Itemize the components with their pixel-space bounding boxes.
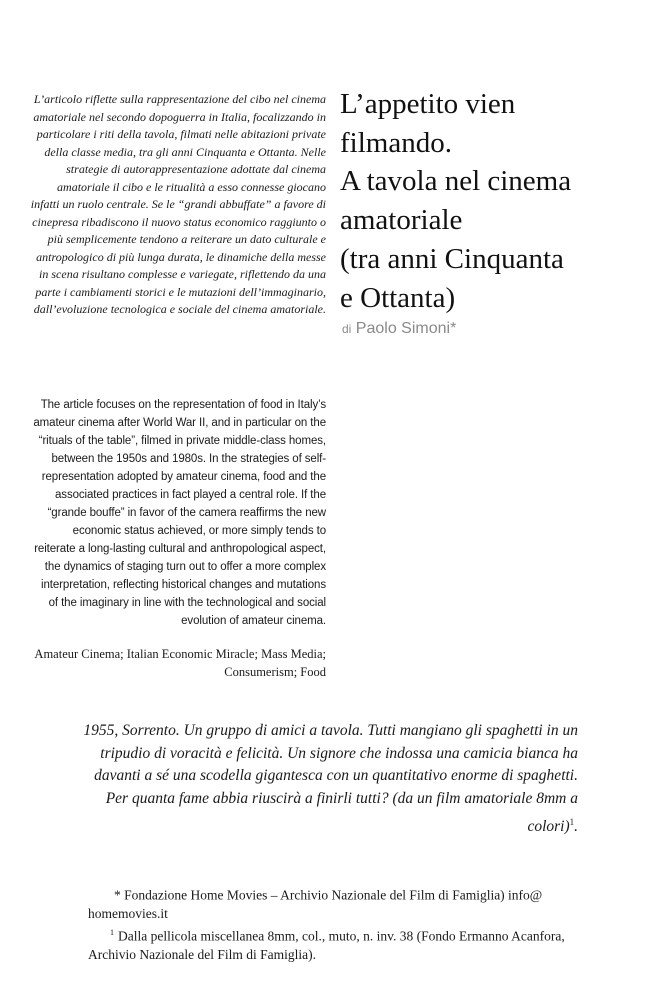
footnote-text: Dalla pellicola miscellanea 8mm, col., muto, n. inv. 38 (Fondo Ermanno Acanfora, Archivio Nazionale del Film di Famiglia). [88, 928, 565, 962]
author-byline [342, 320, 456, 338]
title-line: (tra anni Cinquanta [340, 242, 564, 275]
footnote-affiliation [88, 883, 578, 924]
footnotes [88, 883, 578, 964]
author-name: Paolo Simoni* [355, 320, 457, 337]
epigraph-text: 1955, Sorrento. Un gruppo di amici a tavola. Tutti mangiano gli spaghetti in un tripudio di voracità e felicità. Un signore che indossa una camicia bianca ha davanti a sé una scodella gigantesca con un quantitativo enorme di spaghetti. Per quanta fame abbia riuscirà a finirli tutti? (da un film amatoriale 8mm a colori) [83, 722, 578, 835]
title-line: A tavola nel cinema [340, 165, 572, 198]
title-line: e Ottanta) [340, 281, 456, 314]
title-line: L’appetito vien [340, 88, 516, 120]
keywords: Amateur Cinema; Italian Economic Miracle; Mass Media; Consumerism; Food [34, 647, 326, 679]
article-title [340, 85, 640, 317]
epigraph-end: . [574, 817, 578, 835]
title-line: filmando. [340, 126, 452, 159]
footnote-1 [88, 924, 578, 965]
abstract-italian: L’articolo riflette sulla rappresentazione del cibo nel cinema amatoriale nel secondo dopoguerra in Italia, focalizzando in particolare i riti della tavola, filmati nelle abitazioni private della classe media, tra gli anni Cinquanta e Ottanta. Nelle strategie di autorappresentazione adottate dal cinema amatoriale il cibo e le ritualità a esso connesse giocano infatti un ruolo centrale. Se le “grandi abbuffate” a favore di cinepresa ribadiscono il nuovo status economico raggiunto o più semplicemente tendono a reiterare un dato culturale e antropologico di più lunga durata, le dinamiche della messe in scena risultano complesse e variegate, riflettendo da una parte i cambiamenti storici e le mutazioni dell’immaginario, dall’evoluzione tecnologica e sociale del cinema amatoriale. [30, 92, 326, 316]
abstract-english: The article focuses on the representation of food in Italy’s amateur cinema after World War II, and in particular on the “rituals of the table”, filmed in private middle-class homes, between the 1950s and 1980s. In the strategies of self-representation adopted by amateur cinema, food and the associated practices in fact played a central role. If the “grande bouffe” in favor of the camera reaffirms the new economic status achieved, or more simply tends to reiterate a long-lasting cultural and anthropological aspect, the dynamics of staging turn out to offer a more complex interpretation, reflecting historical changes and mutations of the imaginary in line with the technological and social evolution of amateur cinema. [33, 399, 326, 627]
footnote-marker: 1 [110, 927, 114, 937]
byline-prefix: di [342, 322, 352, 336]
footnote-text: * Fondazione Home Movies – Archivio Nazionale del Film di Famiglia) info@ homemovies.it [88, 887, 543, 921]
title-line: amatoriale [340, 204, 463, 237]
epigraph [70, 720, 578, 839]
footnote-ref: 1 [569, 816, 575, 827]
